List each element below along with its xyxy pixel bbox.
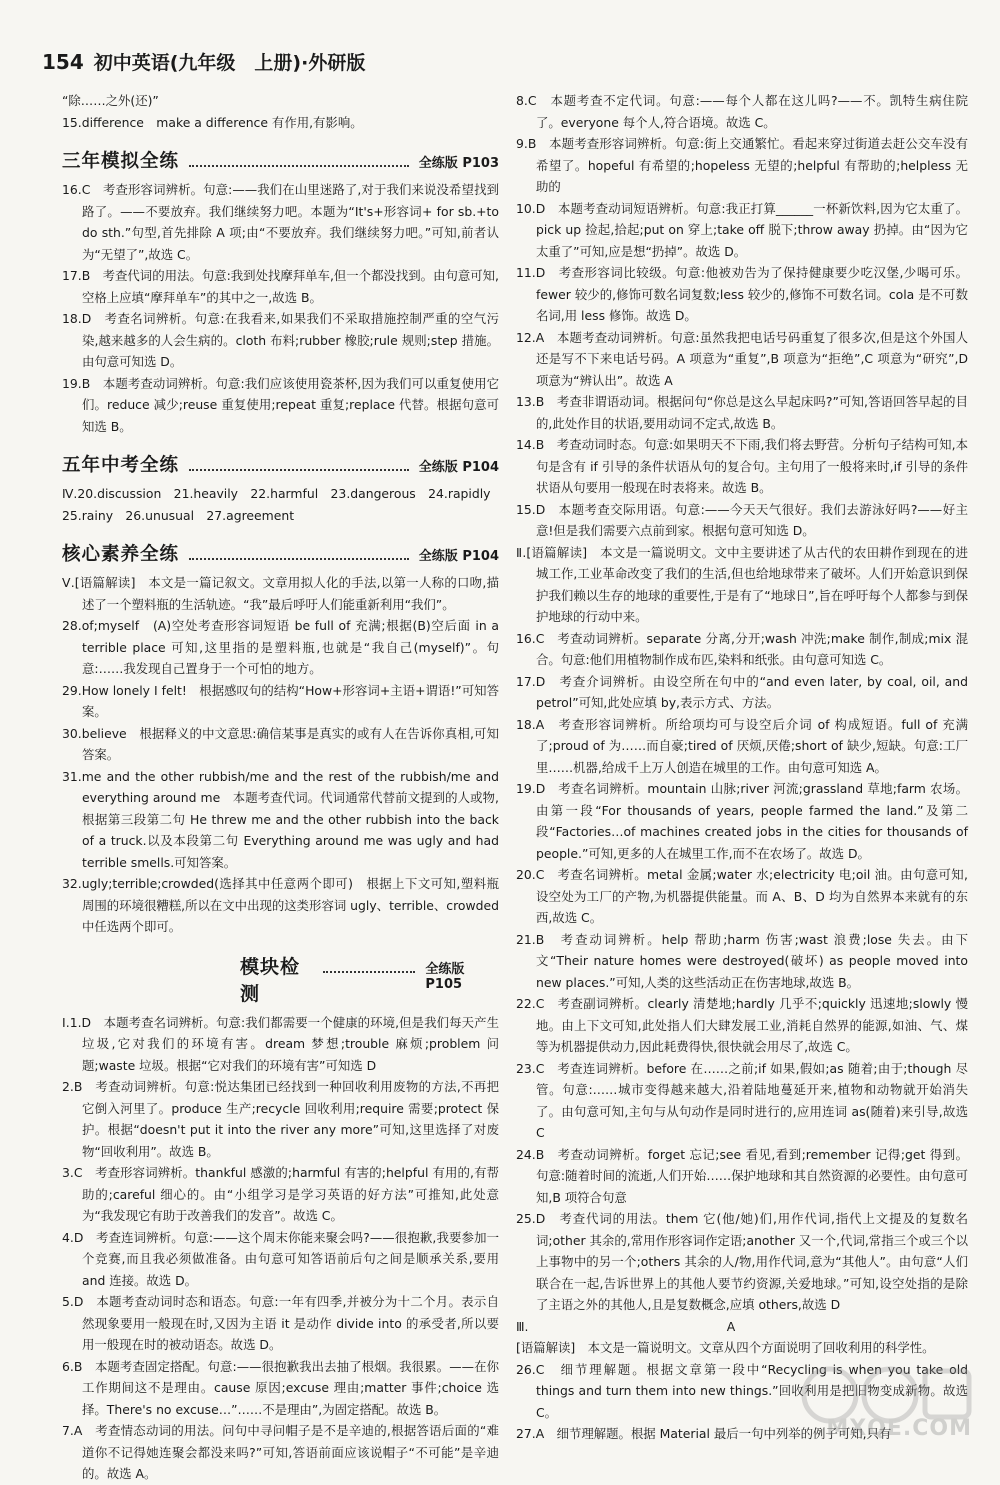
watermark-url: MXQE.COM (826, 1416, 972, 1441)
section-heading (62, 952, 499, 1006)
answer-item: “除……之外(还)” (62, 93, 159, 108)
page-number: 154 (42, 50, 84, 74)
answer-item: Ⅴ.[语篇解读] 本文是一篇记叙文。文章用拟人化的手法,以第一人称的口吻,描述了一个塑料瓶的生活轨迹。“我”最后呼吁人们能重新利用“我们”。 (62, 575, 499, 612)
page-header (42, 48, 962, 82)
answer-item: [语篇解读] 本文是一篇说明文。文章从四个方面说明了回收利用的科学性。 (516, 1340, 935, 1355)
answer-item: 18.A 考查形容词辨析。所给项均可与设空后介词 of 构成短语。full of 充满了;proud of 为……而自豪;tired of 厌烦,厌倦;short of 缺少,短缺。句意:工厂里……机器,给成千上万人创造在城里的工作。由句意可知选 A。 (516, 716, 968, 775)
left-column (62, 90, 499, 1481)
answer-item: 19.D 考查名词辨析。mountain 山脉;river 河流;grassland 草地;farm 农场。由第一段“For thousands of years, people farmed the land.”及第二段“Factories…of machines created jobs in the cities for thousands of people.”可知,更多的人在城里工作,而不在农场了。故选 D。 (516, 781, 968, 861)
answer-item: 8.C 本题考查不定代词。句意:——每个人都在这儿吗?——不。凯特生病住院了。everyone 每个人,符合语境。故选 C。 (516, 93, 968, 130)
answer-item: 28.of;myself (A)空处考查形容词短语 be full of 充满;根据(B)空后面 in a terrible place 可知,这里指的是塑料瓶,也就是“我自己(myself)”。句意:……我发现自己置身于一个可怕的地方。 (62, 618, 499, 676)
section-title: 核心素养全练 (62, 544, 180, 565)
answer-item: 11.D 考查形容词比较级。句意:他被劝告为了保持健康要少吃汉堡,少喝可乐。fewer 较少的,修饰可数名词复数;less 较少的,修饰不可数名词。cola 是不可数名词,用 less 修饰。故选 D。 (516, 265, 968, 323)
answer-item: 31.me and the other rubbish/me and the rest of the rubbish/me and everything around me 本题考查代词。代词通常代替前文提到的人或物,根据第三段第二句 He threw me and the other rubbish into the back of a truck.以及本段第二句 Everything around me was ugly and had terrible smells.可知答案。 (62, 768, 499, 870)
section-leader-dots (189, 459, 409, 471)
answer-item: Ⅲ. A (516, 1318, 736, 1334)
section-heading (62, 147, 499, 173)
answer-item: 4.D 考查连词辨析。句意:——这个周末你能来聚会吗?——很抱歉,我要参加一个竞赛,而且我必须做准备。由句意可知答语前后句之间是顺承关系,要用 and 连接。故选 D。 (62, 1229, 499, 1288)
section-leader-dots (189, 548, 409, 560)
answer-item: 23.C 考查连词辨析。before 在……之前;if 如果,假如;as 随着;由于;though 尽管。句意:……城市变得越来越大,沿着陆地蔓延开来,植物和动物就开始消失了。由句意可知,主句与从句动作是同时进行的,应用连词 as(随着)来引导,故选 C (516, 1060, 968, 1140)
answer-item: 25.rainy 26.unusual 27.agreement (62, 507, 295, 523)
section-leader-dots (323, 961, 415, 973)
answer-item: 17.D 考查介词辨析。由设空所在句中的“and even later, by coal, oil, and petrol”可知,此处应填 by,表示方式、方法。 (516, 673, 968, 710)
answer-item: 16.C 考查形容词辨析。句意:——我们在山里迷路了,对于我们来说没希望找到路了。——不要放弃。我们继续努力吧。本题为“It's+形容词+ for sb.+to do sth.”句型,首先排除 A 项;由“不要放弃。我们继续努力吧。”可知,前者认为“无望了”,故选 C。 (62, 182, 499, 262)
section-page-ref: 全练版 P103 (418, 156, 499, 171)
answer-item: 15.difference make a difference 有作用,有影响。 (62, 114, 363, 130)
answer-item: Ⅰ.1.D 本题考查名词辨析。句意:我们都需要一个健康的环境,但是我们每天产生垃圾,它对我们的环境有害。dream 梦想;trouble 麻烦;problem 问题;waste 垃圾。根据“它对我们的环境有害”可知选 D (62, 1014, 499, 1073)
answer-item: 16.C 考查动词辨析。separate 分离,分开;wash 冲洗;make 制作,制成;mix 混合。句意:他们用植物制作成布匹,染料和纸张。由句意可知选 C。 (516, 630, 968, 667)
answer-item: 25.D 考查代词的用法。them 它(他/她)们,用作代词,指代上文提及的复数名词;other 其余的,常用作形容词作定语;another 又一个,代词,常指三个或三个以上事物中的另一个;others 其余的人/物,用作代词,意为“其他人”。由句意“人们联合在一起,告诉世界上的其他人要节约资源,关爱地球。”可知,设空处指的是除了主语之外的其他人,且是复数概念,应填 others,故选 D (516, 1211, 968, 1312)
section-page-ref: 全练版 P104 (418, 549, 499, 564)
section-heading (62, 451, 499, 477)
answer-item: 15.D 本题考查交际用语。句意:——今天天气很好。我们去游泳好吗?——好主意!但是我们需要六点前到家。根据句意可知选 D。 (516, 501, 968, 538)
answer-item: 7.A 考查情态动词的用法。问句中寻问帽子是不是辛迪的,根据答语后面的“难道你不记得她连聚会都没来吗?”可知,答语前面应该说帽子“不可能”是辛迪的。故选 A。 (62, 1423, 499, 1481)
section-leader-dots (189, 155, 409, 167)
answer-item: 32.ugly;terrible;crowded(选择其中任意两个即可) 根据上下文可知,塑料瓶周围的环境很糟糕,所以在文中出现的这类形容词 ugly、terrible、crowded 中任选两个即可。 (62, 876, 499, 934)
answer-item: 14.B 考查动词时态。句意:如果明天不下雨,我们将去野营。分析句子结构可知,本句是含有 if 引导的条件状语从句的复合句。主句用了一般将来时,if 引导的条件状语从句要用一般现在时表将来。故选 B。 (516, 437, 968, 495)
answer-item: 10.D 本题考查动词短语辨析。句意:我正打算______一杯新饮料,因为它太重了。pick up 捡起,拾起;put on 穿上;take off 脱下;throw away 扔掉。由“因为它太重了”可知,应是想“扔掉”。故选 D。 (516, 200, 968, 259)
answer-item: 21.B 考查动词辨析。help 帮助;harm 伤害;wast 浪费;lose 失去。由下文“Their nature homes were destroyed(破坏) as people moved into new places.”可知,人类的这些活动正在伤害地球,故选 B。 (516, 931, 968, 990)
section-title: 三年模拟全练 (62, 151, 180, 172)
answer-item: 12.A 本题考查动词辨析。句意:虽然我把电话号码重复了很多次,但是这个外国人还是写不下来电话号码。A 项意为“重复”,B 项意为“拒绝”,C 项意为“研究”,D 项意为“辨认出”。故选 A (516, 329, 968, 388)
answer-item: 27.A 细节理解题。根据 Material 最后一句中列举的例子可知,只有 (516, 1426, 892, 1441)
section-title: 五年中考全练 (62, 455, 180, 476)
answer-item: 13.B 考查非谓语动词。根据问句“你总是这么早起床吗?”可知,答语回答早起的目的,此处作目的状语,要用动词不定式,故选 B。 (516, 394, 968, 431)
answer-item: 3.C 考查形容词辨析。thankful 感激的;harmful 有害的;helpful 有用的,有帮助的;careful 细心的。由“小组学习是学习英语的好方法”可推知,此处意为“我发现它有助于改善我们的发音”。故选 C。 (62, 1165, 499, 1223)
section-page-ref: 全练版 P104 (418, 460, 499, 475)
right-column (516, 90, 968, 1441)
answer-item: 2.B 考查动词辨析。句意:悦达集团已经找到一种回收利用废物的方法,不再把它倒入河里了。produce 生产;recycle 回收利用;require 需要;protect 保护。根据“doesn't put it into the river any more”可知,这里选择了对废物“回收利用”。故选 B。 (62, 1079, 499, 1159)
answer-item: 29.How lonely I felt! 根据感叹句的结构“How+形容词+主语+谓语!”可知答案。 (62, 682, 499, 719)
answer-item: Ⅳ.20.discussion 21.heavily 22.harmful 23.dangerous 24.rapidly (62, 486, 491, 501)
book-title: 初中英语(九年级 上册)·外研版 (93, 52, 366, 74)
answer-item: 9.B 本题考查形容词辨析。句意:街上交通繁忙。看起来穿过街道去赶公交车没有希望了。hopeful 有希望的;hopeless 无望的;helpful 有帮助的;helpless 无助的 (516, 136, 968, 194)
answer-item: 17.B 考查代词的用法。句意:我到处找摩拜单车,但一个都没找到。由句意可知,空格上应填“摩拜单车”的其中之一,故选 B。 (62, 268, 499, 305)
answer-item: 6.B 本题考查固定搭配。句意:——很抱歉我出去抽了根烟。我很累。——在你工作期间这不是理由。cause 原因;excuse 理由;matter 事件;choice 选择。There's no excuse…”……不是理由”,为固定搭配。故选 B。 (62, 1358, 499, 1417)
section-heading (62, 540, 499, 566)
answer-item: 18.D 考查名词辨析。句意:在我看来,如果我们不采取措施控制严重的空气污染,越来越多的人会生病的。cloth 布料;rubber 橡胶;rule 规则;step 措施。由句意可知选 D。 (62, 311, 499, 369)
watermark-logo (790, 1359, 980, 1445)
answer-item: 26.C 细节理解题。根据文章第一段中“Recycling is when you take old things and turn them into new things.”回收利用是把旧物变成新物。故选 C。 (516, 1361, 968, 1420)
answer-item: 30.believe 根据释义的中文意思:确信某事是真实的或有人在告诉你真相,可知答案。 (62, 725, 499, 762)
answer-item: 22.C 考查副词辨析。clearly 清楚地;hardly 几乎不;quickly 迅速地;slowly 慢地。由上下文可知,此处指人们大肆发展工业,消耗自然界的能源,如油、气、煤等为机器提供动力,因此耗费得快,很快就会用尽了,故选 C。 (516, 996, 968, 1054)
section-page-ref: 全练版 P105 (425, 961, 465, 992)
answer-item: 19.B 本题考查动词辨析。句意:我们应该使用瓷茶杯,因为我们可以重复使用它们。reduce 减少;reuse 重复使用;repeat 重复;replace 代替。根据句意可知选 B。 (62, 375, 499, 434)
section-title: 模块检测 (240, 955, 301, 1005)
answer-item: 20.C 考查名词辨析。metal 金属;water 水;electricity 电;oil 油。由句意可知,设空处为工厂的产物,为机器提供能量。而 A、B、D 均为自然界本来就有的东西,故选 C。 (516, 867, 968, 925)
answer-item: 5.D 本题考查动词时态和语态。句意:一年有四季,并被分为十二个月。表示自然现象要用一般现在时,又因为主语 it 是动作 divide into 的承受者,所以要用一般现在时的被动语态。故选 D。 (62, 1294, 499, 1352)
answer-item: Ⅱ.[语篇解读] 本文是一篇说明文。文中主要讲述了从古代的农田耕作到现在的进城工作,工业革命改变了我们的生活,但也给地球带来了破坏。人们开始意识到保护我们赖以生存的地球的重要性,于是有了“地球日”,旨在呼吁每个人都参与到保护地球的行动中来。 (516, 544, 968, 624)
answer-item: 24.B 考查动词辨析。forget 忘记;see 看见,看到;remember 记得;get 得到。句意:随着时间的流逝,人们开始……保护地球和其自然资源的必要性。由句意可知,B 项符合句意 (516, 1146, 968, 1205)
